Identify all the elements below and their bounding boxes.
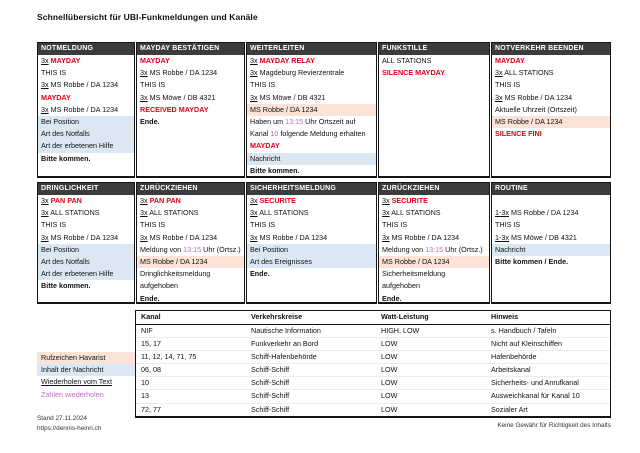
procedure-line: [247, 153, 376, 165]
procedure-text-segment: Uhr (Ortsz.): [443, 244, 483, 254]
procedure-line: [247, 244, 376, 256]
legend-item-underline: Wiederholen vom Text: [41, 377, 112, 387]
table-cell: 10: [141, 378, 149, 388]
procedure-line: [492, 116, 610, 128]
procedure-line: [379, 232, 489, 244]
procedure-line: [137, 207, 244, 219]
procedure-line: [379, 67, 489, 79]
procedure-text-segment: MAYDAY: [48, 56, 81, 65]
procedure-text-segment: SILENCE FINI: [495, 129, 542, 139]
procedure-text-segment: MS Robbe / DA 1234: [257, 232, 328, 242]
procedure-text-segment: 13:15: [285, 116, 304, 126]
procedure-text-segment: THIS IS: [41, 220, 67, 230]
procedure-text-segment: Bei Position: [250, 244, 288, 254]
procedure-text-segment: Art des Ereignisses: [250, 256, 312, 266]
table-cell: LOW: [381, 391, 398, 401]
procedure-line: [137, 244, 244, 256]
table-cell: Funkverkehr an Bord: [251, 338, 319, 348]
procedure-line: [247, 195, 376, 207]
procedure-line: [38, 116, 134, 128]
procedure-row-1: [37, 42, 611, 178]
legend-item-pink: Rufzeichen Havarist: [37, 352, 136, 364]
procedure-line: [379, 55, 489, 67]
channel-table: [135, 310, 611, 418]
procedure-box-title: FUNKSTILLE: [379, 43, 489, 55]
procedure-text-segment: aufgehoben: [382, 281, 420, 291]
procedure-text-segment: MS Robbe / DA 1234: [48, 232, 119, 242]
channel-table-body: [136, 325, 610, 416]
procedure-text-segment: 3x: [250, 208, 258, 218]
footer-date: Stand 27.11.2024: [37, 415, 87, 422]
channel-table-header-row: [136, 311, 610, 325]
procedure-box-zurueckziehen-pan: [136, 182, 245, 304]
procedure-text-segment: Bitte kommen.: [41, 281, 91, 291]
legend-item-purple: Zahlen wiederholen: [41, 389, 104, 399]
procedure-text-segment: 3x: [41, 208, 49, 218]
procedure-line: [492, 207, 610, 219]
table-cell: 11, 12, 14, 71, 75: [141, 351, 197, 361]
procedure-text-segment: 3x: [382, 208, 390, 218]
procedure-text-segment: 3x: [140, 196, 148, 205]
footer-url-link[interactable]: https://dennis-heinri.ch: [37, 425, 102, 432]
procedure-line: [137, 92, 244, 104]
table-cell: NIF: [141, 325, 153, 335]
table-cell: Schiff-Schiff: [251, 404, 290, 414]
procedure-line: [38, 128, 134, 140]
procedure-text-segment: Magdeburg Revierzentrale: [257, 68, 345, 78]
procedure-text-segment: 3x: [41, 104, 49, 114]
procedure-line: [137, 280, 244, 292]
page-title: Schnellübersicht für UBI-Funkmeldungen und Kanäle: [37, 12, 258, 22]
procedure-line: [379, 219, 489, 231]
procedure-line: [247, 207, 376, 219]
procedure-text-segment: MS Robbe / DA 1234: [508, 208, 579, 218]
procedure-line: [137, 55, 244, 67]
procedure-text-segment: Art des Notfalls: [41, 129, 90, 139]
table-row: [136, 325, 610, 338]
procedure-text-segment: aufgehoben: [140, 281, 178, 291]
procedure-text-segment: Nachricht: [250, 153, 281, 163]
procedure-text-segment: MS Robbe / DA 1234: [502, 92, 573, 102]
procedure-line: [38, 55, 134, 67]
procedure-text-segment: PAN PAN: [48, 196, 82, 205]
procedure-text-segment: THIS IS: [382, 220, 408, 230]
procedure-line: [492, 128, 610, 140]
legend-item-blue: Inhalt der Nachricht: [37, 364, 136, 376]
procedure-line: [247, 79, 376, 91]
procedure-text-segment: MS Robbe / DA 1234: [140, 256, 208, 266]
procedure-line: [137, 232, 244, 244]
procedure-text-segment: Art der erbetenen Hilfe: [41, 141, 114, 151]
procedure-line: [137, 293, 244, 305]
procedure-text-segment: ALL STATIONS: [147, 208, 199, 218]
procedure-line: [379, 256, 489, 268]
procedure-text-segment: Meldung von: [382, 244, 426, 254]
procedure-text-segment: Haben um: [250, 116, 286, 126]
procedure-box-title: WEITERLEITEN: [247, 43, 376, 55]
procedure-line: [137, 79, 244, 91]
table-cell: Hafenbehörde: [491, 351, 537, 361]
procedure-text-segment: MAYDAY: [41, 92, 71, 102]
procedure-box-sicherheitsmeldung: [246, 182, 377, 304]
procedure-line: [38, 256, 134, 268]
procedure-text-segment: ALL STATIONS: [257, 208, 309, 218]
procedure-text-segment: 3x: [41, 232, 49, 242]
procedure-text-segment: RECEIVED MAYDAY: [140, 104, 209, 114]
procedure-line: [38, 140, 134, 152]
procedure-line: [137, 219, 244, 231]
procedure-line: [247, 116, 376, 128]
procedure-text-segment: Uhr Ortszeit auf: [303, 116, 356, 126]
procedure-text-segment: 3x: [140, 232, 148, 242]
procedure-text-segment: 13:15: [425, 244, 444, 254]
procedure-text-segment: THIS IS: [495, 80, 521, 90]
procedure-text-segment: ALL STATIONS: [389, 208, 441, 218]
procedure-text-segment: MAYDAY RELAY: [257, 56, 315, 65]
table-cell: LOW: [381, 351, 398, 361]
procedure-line: [492, 92, 610, 104]
procedure-text-segment: Kanal: [250, 129, 271, 139]
table-cell: s. Handbuch / Tafeln: [491, 325, 557, 335]
procedure-box-notmeldung: [37, 42, 135, 178]
table-cell: LOW: [381, 338, 398, 348]
procedure-text-segment: THIS IS: [495, 220, 521, 230]
procedure-line: [379, 207, 489, 219]
procedure-line: [137, 268, 244, 280]
procedure-line: [492, 55, 610, 67]
procedure-text-segment: SECURITE: [257, 196, 296, 205]
procedure-text-segment: MS Robbe / DA 1234: [48, 80, 119, 90]
procedure-line: [247, 219, 376, 231]
procedure-line: [247, 104, 376, 116]
procedure-text-segment: THIS IS: [250, 220, 276, 230]
procedure-line: [38, 67, 134, 79]
procedure-line: [379, 268, 489, 280]
procedure-text-segment: Art des Notfalls: [41, 256, 90, 266]
procedure-line: [38, 219, 134, 231]
procedure-line: [492, 256, 610, 268]
table-cell: Sozialer Art: [491, 404, 528, 414]
procedure-line: [38, 232, 134, 244]
procedure-box-title: ZURÜCKZIEHEN: [379, 183, 489, 195]
procedure-text-segment: Bei Position: [41, 244, 79, 254]
procedure-text-segment: MAYDAY: [495, 56, 525, 65]
procedure-line: [38, 244, 134, 256]
table-cell: Schiff-Schiff: [251, 378, 290, 388]
procedure-line: [38, 268, 134, 280]
procedure-line: [492, 244, 610, 256]
procedure-line: [137, 67, 244, 79]
table-cell: Schiff-Hafenbehörde: [251, 351, 317, 361]
procedure-text-segment: Ende.: [382, 293, 402, 303]
procedure-text-segment: THIS IS: [41, 68, 67, 78]
procedure-box-title: MAYDAY BESTÄTIGEN: [137, 43, 244, 55]
procedure-text-segment: 3x: [495, 68, 503, 78]
procedure-text-segment: Meldung von: [140, 244, 184, 254]
procedure-line: [379, 244, 489, 256]
procedure-text-segment: Bitte kommen.: [41, 153, 91, 163]
table-header-cell: Verkehrskreise: [251, 312, 303, 321]
procedure-text-segment: MS Robbe / DA 1234: [250, 104, 318, 114]
procedure-text-segment: 3x: [495, 92, 503, 102]
procedure-box-title: DRINGLICHKEIT: [38, 183, 134, 195]
procedure-text-segment: SILENCE MAYDAY: [382, 68, 445, 78]
procedure-text-segment: Aktuelle Uhrzeit (Ortszeit): [495, 104, 577, 114]
procedure-text-segment: 3x: [250, 196, 258, 205]
procedure-line: [137, 195, 244, 207]
procedure-line: [492, 104, 610, 116]
procedure-line: [137, 104, 244, 116]
procedure-text-segment: MS Robbe / DA 1234: [147, 68, 218, 78]
procedure-text-segment: 1-3x: [495, 208, 509, 218]
procedure-line: [379, 293, 489, 305]
procedure-text-segment: ALL STATIONS: [382, 56, 432, 65]
table-row: [136, 390, 610, 403]
table-cell: 15, 17: [141, 338, 161, 348]
procedure-text-segment: MS Robbe / DA 1234: [382, 256, 450, 266]
procedure-line: [38, 195, 134, 207]
procedure-text-segment: 3x: [41, 196, 49, 205]
procedure-text-segment: MAYDAY: [250, 141, 280, 151]
procedure-text-segment: 13:15: [183, 244, 202, 254]
procedure-box-weiterleiten: [246, 42, 377, 178]
procedure-row-2: [37, 182, 611, 304]
table-row: [136, 338, 610, 351]
procedure-text-segment: Nachricht: [495, 244, 526, 254]
table-cell: 13: [141, 391, 149, 401]
procedure-line: [379, 195, 489, 207]
procedure-text-segment: MS Möwe / DB 4321: [257, 92, 326, 102]
procedure-text-segment: 3x: [250, 56, 258, 65]
table-cell: Arbeitskanal: [491, 365, 531, 375]
procedure-line: [38, 104, 134, 116]
procedure-box-notverkehr-beenden: [491, 42, 611, 178]
procedure-line: [38, 153, 134, 165]
procedure-line: [379, 280, 489, 292]
procedure-text-segment: ALL STATIONS: [502, 68, 554, 78]
table-row: [136, 404, 610, 416]
procedure-line: [492, 219, 610, 231]
procedure-text-segment: Uhr (Ortsz.): [201, 244, 241, 254]
procedure-box-title: NOTMELDUNG: [38, 43, 134, 55]
procedure-text-segment: 3x: [41, 56, 49, 65]
procedure-text-segment: 3x: [382, 232, 390, 242]
procedure-box-routine: [491, 182, 611, 304]
procedure-text-segment: Ende.: [140, 293, 160, 303]
procedure-text-segment: THIS IS: [140, 80, 166, 90]
procedure-text-segment: MS Robbe / DA 1234: [495, 116, 563, 126]
procedure-line: [247, 128, 376, 140]
table-header-cell: Hinweis: [491, 312, 519, 321]
procedure-line: [247, 232, 376, 244]
procedure-box-zurueckziehen-securite: [378, 182, 490, 304]
procedure-text-segment: MS Möwe / DB 4321: [147, 92, 216, 102]
procedure-text-segment: 1-3x: [495, 232, 509, 242]
procedure-line: [247, 268, 376, 280]
procedure-line: [38, 92, 134, 104]
procedure-line: [247, 55, 376, 67]
procedure-line: [137, 116, 244, 128]
table-cell: Schiff-Schiff: [251, 365, 290, 375]
table-cell: LOW: [381, 365, 398, 375]
table-row: [136, 377, 610, 390]
procedure-text-segment: Sicherheitsmeldung: [382, 269, 446, 279]
table-header-cell: Kanal: [141, 312, 161, 321]
procedure-text-segment: 3x: [250, 68, 258, 78]
procedure-text-segment: 3x: [41, 80, 49, 90]
procedure-text-segment: 3x: [250, 232, 258, 242]
table-row: [136, 364, 610, 377]
procedure-box-mayday-bestaetigen: [136, 42, 245, 178]
procedure-text-segment: 3x: [382, 196, 390, 205]
procedure-box-dringlichkeit: [37, 182, 135, 304]
table-cell: Schiff-Schiff: [251, 391, 290, 401]
table-cell: Nicht auf Kleinschiffen: [491, 338, 562, 348]
table-cell: Nautische Information: [251, 325, 321, 335]
table-cell: 72, 77: [141, 404, 161, 414]
procedure-text-segment: MS Robbe / DA 1234: [48, 104, 119, 114]
table-cell: Sicherheits- und Anrufkanal: [491, 378, 579, 388]
procedure-line: [492, 79, 610, 91]
procedure-line: [247, 256, 376, 268]
procedure-text-segment: MS Robbe / DA 1234: [389, 232, 460, 242]
table-cell: LOW: [381, 404, 398, 414]
procedure-text-segment: THIS IS: [140, 220, 166, 230]
legend: [37, 352, 136, 401]
procedure-box-title: SICHERHEITSMELDUNG: [247, 183, 376, 195]
procedure-box-title: ROUTINE: [492, 183, 610, 195]
procedure-line: [247, 67, 376, 79]
footer-disclaimer: Keine Gewähr für Richtigkeit des Inhalts: [497, 422, 611, 429]
procedure-text-segment: 3x: [140, 92, 148, 102]
procedure-box-title: ZURÜCKZIEHEN: [137, 183, 244, 195]
procedure-text-segment: THIS IS: [250, 80, 276, 90]
table-row: [136, 351, 610, 364]
table-header-cell: Watt-Leistung: [381, 312, 429, 321]
table-cell: HIGH, LOW: [381, 325, 420, 335]
procedure-text-segment: Bitte kommen.: [250, 165, 300, 175]
procedure-text-segment: folgende Meldung erhalten: [278, 129, 366, 139]
procedure-text-segment: PAN PAN: [147, 196, 181, 205]
procedure-line: [247, 165, 376, 177]
procedure-text-segment: ALL STATIONS: [48, 208, 100, 218]
procedure-line: [247, 92, 376, 104]
procedure-line: [137, 256, 244, 268]
procedure-text-segment: 3x: [140, 208, 148, 218]
procedure-text-segment: 10: [270, 129, 279, 139]
procedure-text-segment: MS Robbe / DA 1234: [147, 232, 218, 242]
procedure-box-funkstille: [378, 42, 490, 178]
procedure-text-segment: Dringlichkeitsmeldung: [140, 269, 211, 279]
procedure-line: [492, 67, 610, 79]
procedure-line: [247, 140, 376, 152]
procedure-text-segment: 3x: [140, 68, 148, 78]
procedure-line: [38, 207, 134, 219]
procedure-text-segment: Ende.: [250, 269, 270, 279]
procedure-text-segment: Ende.: [140, 116, 160, 126]
procedure-box-title: NOTVERKEHR BEENDEN: [492, 43, 610, 55]
table-cell: Ausweichkanal für Kanal 10: [491, 391, 580, 401]
procedure-text-segment: Bitte kommen / Ende.: [495, 256, 569, 266]
procedure-line: [38, 79, 134, 91]
procedure-text-segment: Art der erbetenen Hilfe: [41, 269, 114, 279]
procedure-line: [492, 232, 610, 244]
procedure-text-segment: MAYDAY: [140, 56, 170, 65]
procedure-text-segment: SECURITE: [389, 196, 428, 205]
procedure-text-segment: Bei Position: [41, 116, 79, 126]
procedure-text-segment: MS Möwe / DB 4321: [508, 232, 577, 242]
table-cell: LOW: [381, 378, 398, 388]
procedure-line: [38, 280, 134, 292]
procedure-text-segment: 3x: [250, 92, 258, 102]
procedure-line: [492, 195, 610, 207]
table-cell: 06, 08: [141, 365, 161, 375]
